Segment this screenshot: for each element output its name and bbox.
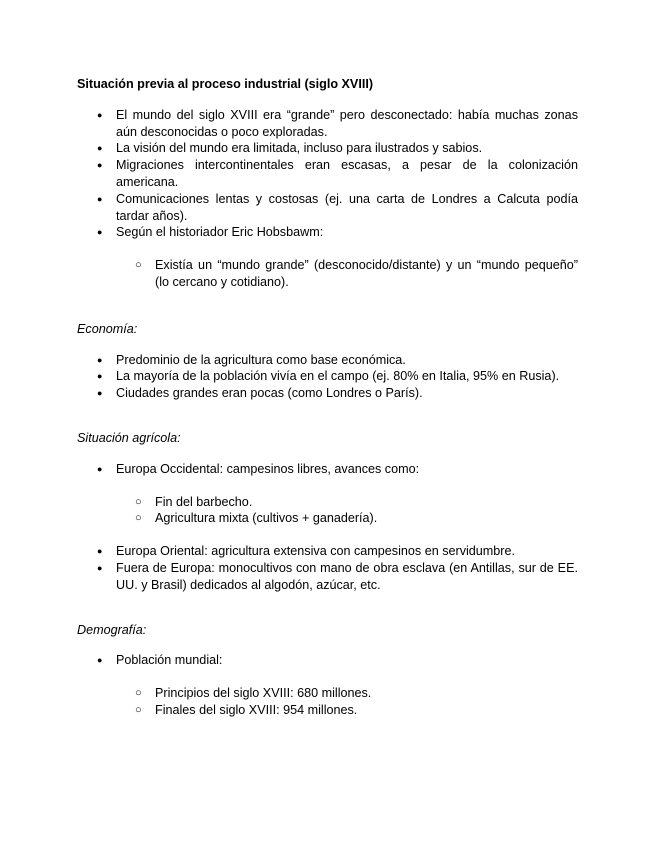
section-heading-agricola: Situación agrícola: bbox=[77, 430, 181, 445]
bullet-icon: ● bbox=[97, 371, 103, 382]
agricola-sublist bbox=[116, 494, 578, 528]
sub-list-item: ○ Existía un “mundo grande” (desconocido/distante) y un “mundo pequeño” (lo cercano y cotidiano). bbox=[135, 258, 578, 289]
document-content bbox=[77, 76, 578, 719]
sub-list-item: ○ Fin del barbecho. bbox=[135, 494, 253, 509]
demografia-sublist bbox=[116, 685, 578, 719]
list-item: ● Comunicaciones lentas y costosas (ej. una carta de Londres a Calcuta podía tardar años). bbox=[97, 191, 578, 223]
list-item: ● Migraciones intercontinentales eran escasas, a pesar de la colonización americana. bbox=[97, 158, 578, 189]
hobsbawm-sublist bbox=[116, 257, 578, 291]
list-item: ● Ciudades grandes eran pocas (como Londres o París). bbox=[97, 386, 423, 401]
circle-bullet-icon: ○ bbox=[135, 687, 142, 700]
list-item: ● La visión del mundo era limitada, incluso para ilustrados y sabios. bbox=[97, 141, 483, 156]
bullet-icon: ● bbox=[97, 193, 103, 204]
intro-list bbox=[77, 107, 578, 291]
list-item: ● Fuera de Europa: monocultivos con mano de obra esclava (en Antillas, sur de EE. UU. y Brasil) dedicados al algodón, azúcar, etc. bbox=[97, 560, 578, 592]
list-item: ● Europa Occidental: campesinos libres, avances como: ○ Fin del barbecho. ○ Agricultura mixta (cultivos + ganadería). bbox=[77, 461, 578, 543]
agricola-list bbox=[77, 461, 578, 594]
circle-bullet-icon: ○ bbox=[135, 495, 142, 508]
spacer bbox=[77, 291, 578, 321]
list-item: ● Según el historiador Eric Hobsbawm: ○ Existía un “mundo grande” (desconocido/distante) y un “mundo pequeño” (lo cercano y cotidiano). bbox=[97, 225, 578, 289]
bullet-icon: ● bbox=[97, 160, 103, 171]
section-heading-economia: Economía: bbox=[77, 321, 138, 336]
economia-list bbox=[77, 352, 578, 402]
sub-list-item: ○ Finales del siglo XVIII: 954 millones. bbox=[135, 702, 358, 717]
section-heading-demografia: Demografía: bbox=[77, 622, 147, 637]
circle-bullet-icon: ○ bbox=[135, 512, 142, 525]
bullet-icon: ● bbox=[97, 143, 103, 154]
circle-bullet-icon: ○ bbox=[135, 703, 142, 716]
list-item: ● Predominio de la agricultura como base económica. bbox=[97, 352, 406, 367]
list-item: ● Europa Oriental: agricultura extensiva con campesinos en servidumbre. bbox=[97, 544, 516, 559]
list-item: ● La mayoría de la población vivía en el campo (ej. 80% en Italia, 95% en Rusia). bbox=[97, 369, 560, 384]
bullet-icon: ● bbox=[97, 546, 103, 557]
list-item: ● El mundo del siglo XVIII era “grande” pero desconectado: había muchas zonas aún desconocidas o poco exploradas. bbox=[97, 107, 578, 139]
bullet-icon: ● bbox=[97, 109, 103, 120]
bullet-icon: ● bbox=[97, 354, 103, 365]
bullet-icon: ● bbox=[97, 463, 103, 474]
list-item: ● Población mundial: ○ Principios del siglo XVIII: 680 millones. ○ Finales del siglo XVIII: 954 millones. bbox=[77, 652, 578, 718]
sub-list-item: ○ Principios del siglo XVIII: 680 millones. bbox=[135, 686, 372, 701]
bullet-icon: ● bbox=[97, 388, 103, 399]
spacer bbox=[116, 527, 578, 543]
sub-list-item: ○ Agricultura mixta (cultivos + ganadería). bbox=[135, 511, 378, 526]
spacer bbox=[77, 402, 578, 430]
demografia-list bbox=[77, 652, 578, 718]
circle-bullet-icon: ○ bbox=[135, 259, 142, 272]
document-title: Situación previa al proceso industrial (siglo XVIII) bbox=[77, 77, 374, 91]
spacer bbox=[77, 594, 578, 622]
bullet-icon: ● bbox=[97, 227, 103, 238]
bullet-icon: ● bbox=[97, 655, 103, 666]
bullet-icon: ● bbox=[97, 562, 103, 573]
